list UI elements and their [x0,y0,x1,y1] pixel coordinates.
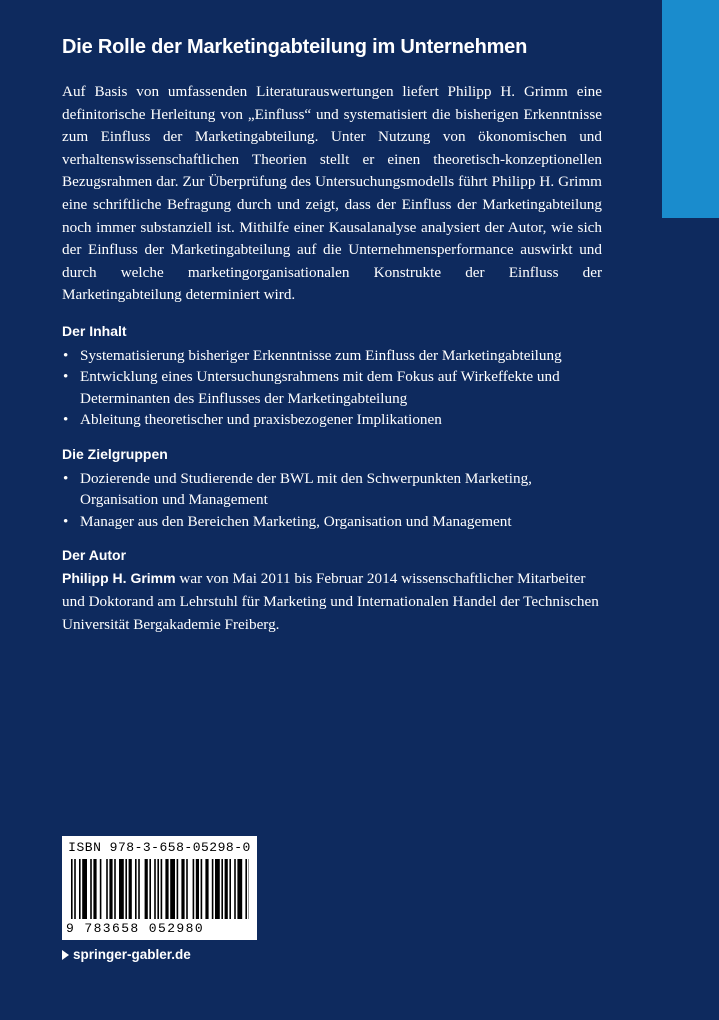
barcode-bar [145,859,148,919]
barcode-bar [186,859,188,919]
barcode-bar [181,859,184,919]
barcode-bar [157,859,159,919]
publisher-link[interactable] [62,947,191,962]
barcode-bar [100,859,102,919]
section-heading-autor: Der Autor [62,547,127,564]
barcode-bar [138,859,140,919]
intro-paragraph: Auf Basis von umfassenden Literaturauswertungen liefert Philipp H. Grimm eine definitorische Herleitung von „Einfluss“ und systematisiert die bisherigen Erkenntnisse zum Einfluss der Marketingabteilung. Unter Nutzung von ökonomischen und verhaltenswissenschaftlichen Theorien stellt er einen theoretisch-konzeptionellen Bezugsrahmen dar. Zur Überprüfung des Untersuchungsmodells führt Philipp H. Grimm eine schriftliche Befragung durch und zeigt, dass der Einfluss der Marketingabteilung noch immer substanziell ist. Mithilfe einer Kausalanalyse analysiert der Autor, wie sich der Einfluss der Marketingabteilung auf die Unternehmensperformance auswirkt und durch welche marketingorganisationalen Konstrukte der Einfluss der Marketingabteilung determiniert wird. [62,83,602,304]
author-bio: war von Mai 2011 bis Februar 2014 wissenschaftlicher Mitarbeiter und Doktorand am Lehrstuhl für Marketing und Internationalen Handel der Technischen Universität Bergakademie Freiberg. [62,570,599,633]
book-title: Die Rolle der Marketingabteilung im Unternehmen [62,36,528,58]
isbn-barcode [62,836,257,940]
barcode-bar [165,859,168,919]
list-item: • Systematisierung bisheriger Erkenntnisse zum Einfluss der Marketingabteilung [62,345,602,367]
barcode-bar [79,859,81,919]
barcode-bar [177,859,179,919]
barcode-bar [215,859,220,919]
barcode-bar [196,859,199,919]
author-paragraph [62,567,602,636]
barcode-bar [225,859,228,919]
barcode-bar [119,859,124,919]
barcode-bar [114,859,116,919]
barcode-bar [71,859,73,919]
barcode-bar [234,859,236,919]
barcode-bar [106,859,108,919]
list-item: • Ableitung theoretischer und praxisbezogener Implikationen [62,409,602,431]
list-item: • Dozierende und Studierende der BWL mit den Schwerpunkten Marketing, Organisation und Management [62,468,602,511]
section-heading-inhalt: Der Inhalt [62,322,127,339]
list-item: • Entwicklung eines Untersuchungsrahmens mit dem Fokus auf Wirkeffekte und Determinanten des Einflusses der Marketingabteilung [62,366,602,409]
barcode-bar [125,859,127,919]
barcode-bar [237,859,242,919]
barcode-bar [149,859,151,919]
barcode-bar [245,859,247,919]
barcode-bar [229,859,231,919]
barcode-bar [201,859,203,919]
back-cover-content [62,36,602,636]
barcode-bar [109,859,112,919]
barcode-digits: 9 783658 052980 [66,921,205,936]
barcode-bar [154,859,156,919]
barcode-bar [212,859,214,919]
arrow-right-icon [62,950,69,960]
barcode-bar [93,859,96,919]
inhalt-list [62,345,602,431]
zielgruppen-list [62,468,602,533]
publisher-url: springer-gabler.de [73,947,191,962]
list-item: • Manager aus den Bereichen Marketing, Organisation und Management [62,511,602,533]
section-heading-zielgruppen: Die Zielgruppen [62,445,168,462]
barcode-bar [170,859,175,919]
accent-bar [662,0,719,218]
isbn-label: ISBN 978-3-658-05298-0 [68,840,251,855]
barcode-bar [205,859,208,919]
barcode-bar [82,859,87,919]
barcode-bars [71,859,249,921]
barcode-bar [221,859,223,919]
barcode-bar [135,859,137,919]
barcode-bar [129,859,132,919]
barcode-bar [193,859,195,919]
barcode-bar [90,859,92,919]
barcode-bar [74,859,76,919]
author-name: Philipp H. Grimm [62,570,176,587]
barcode-bar [161,859,163,919]
